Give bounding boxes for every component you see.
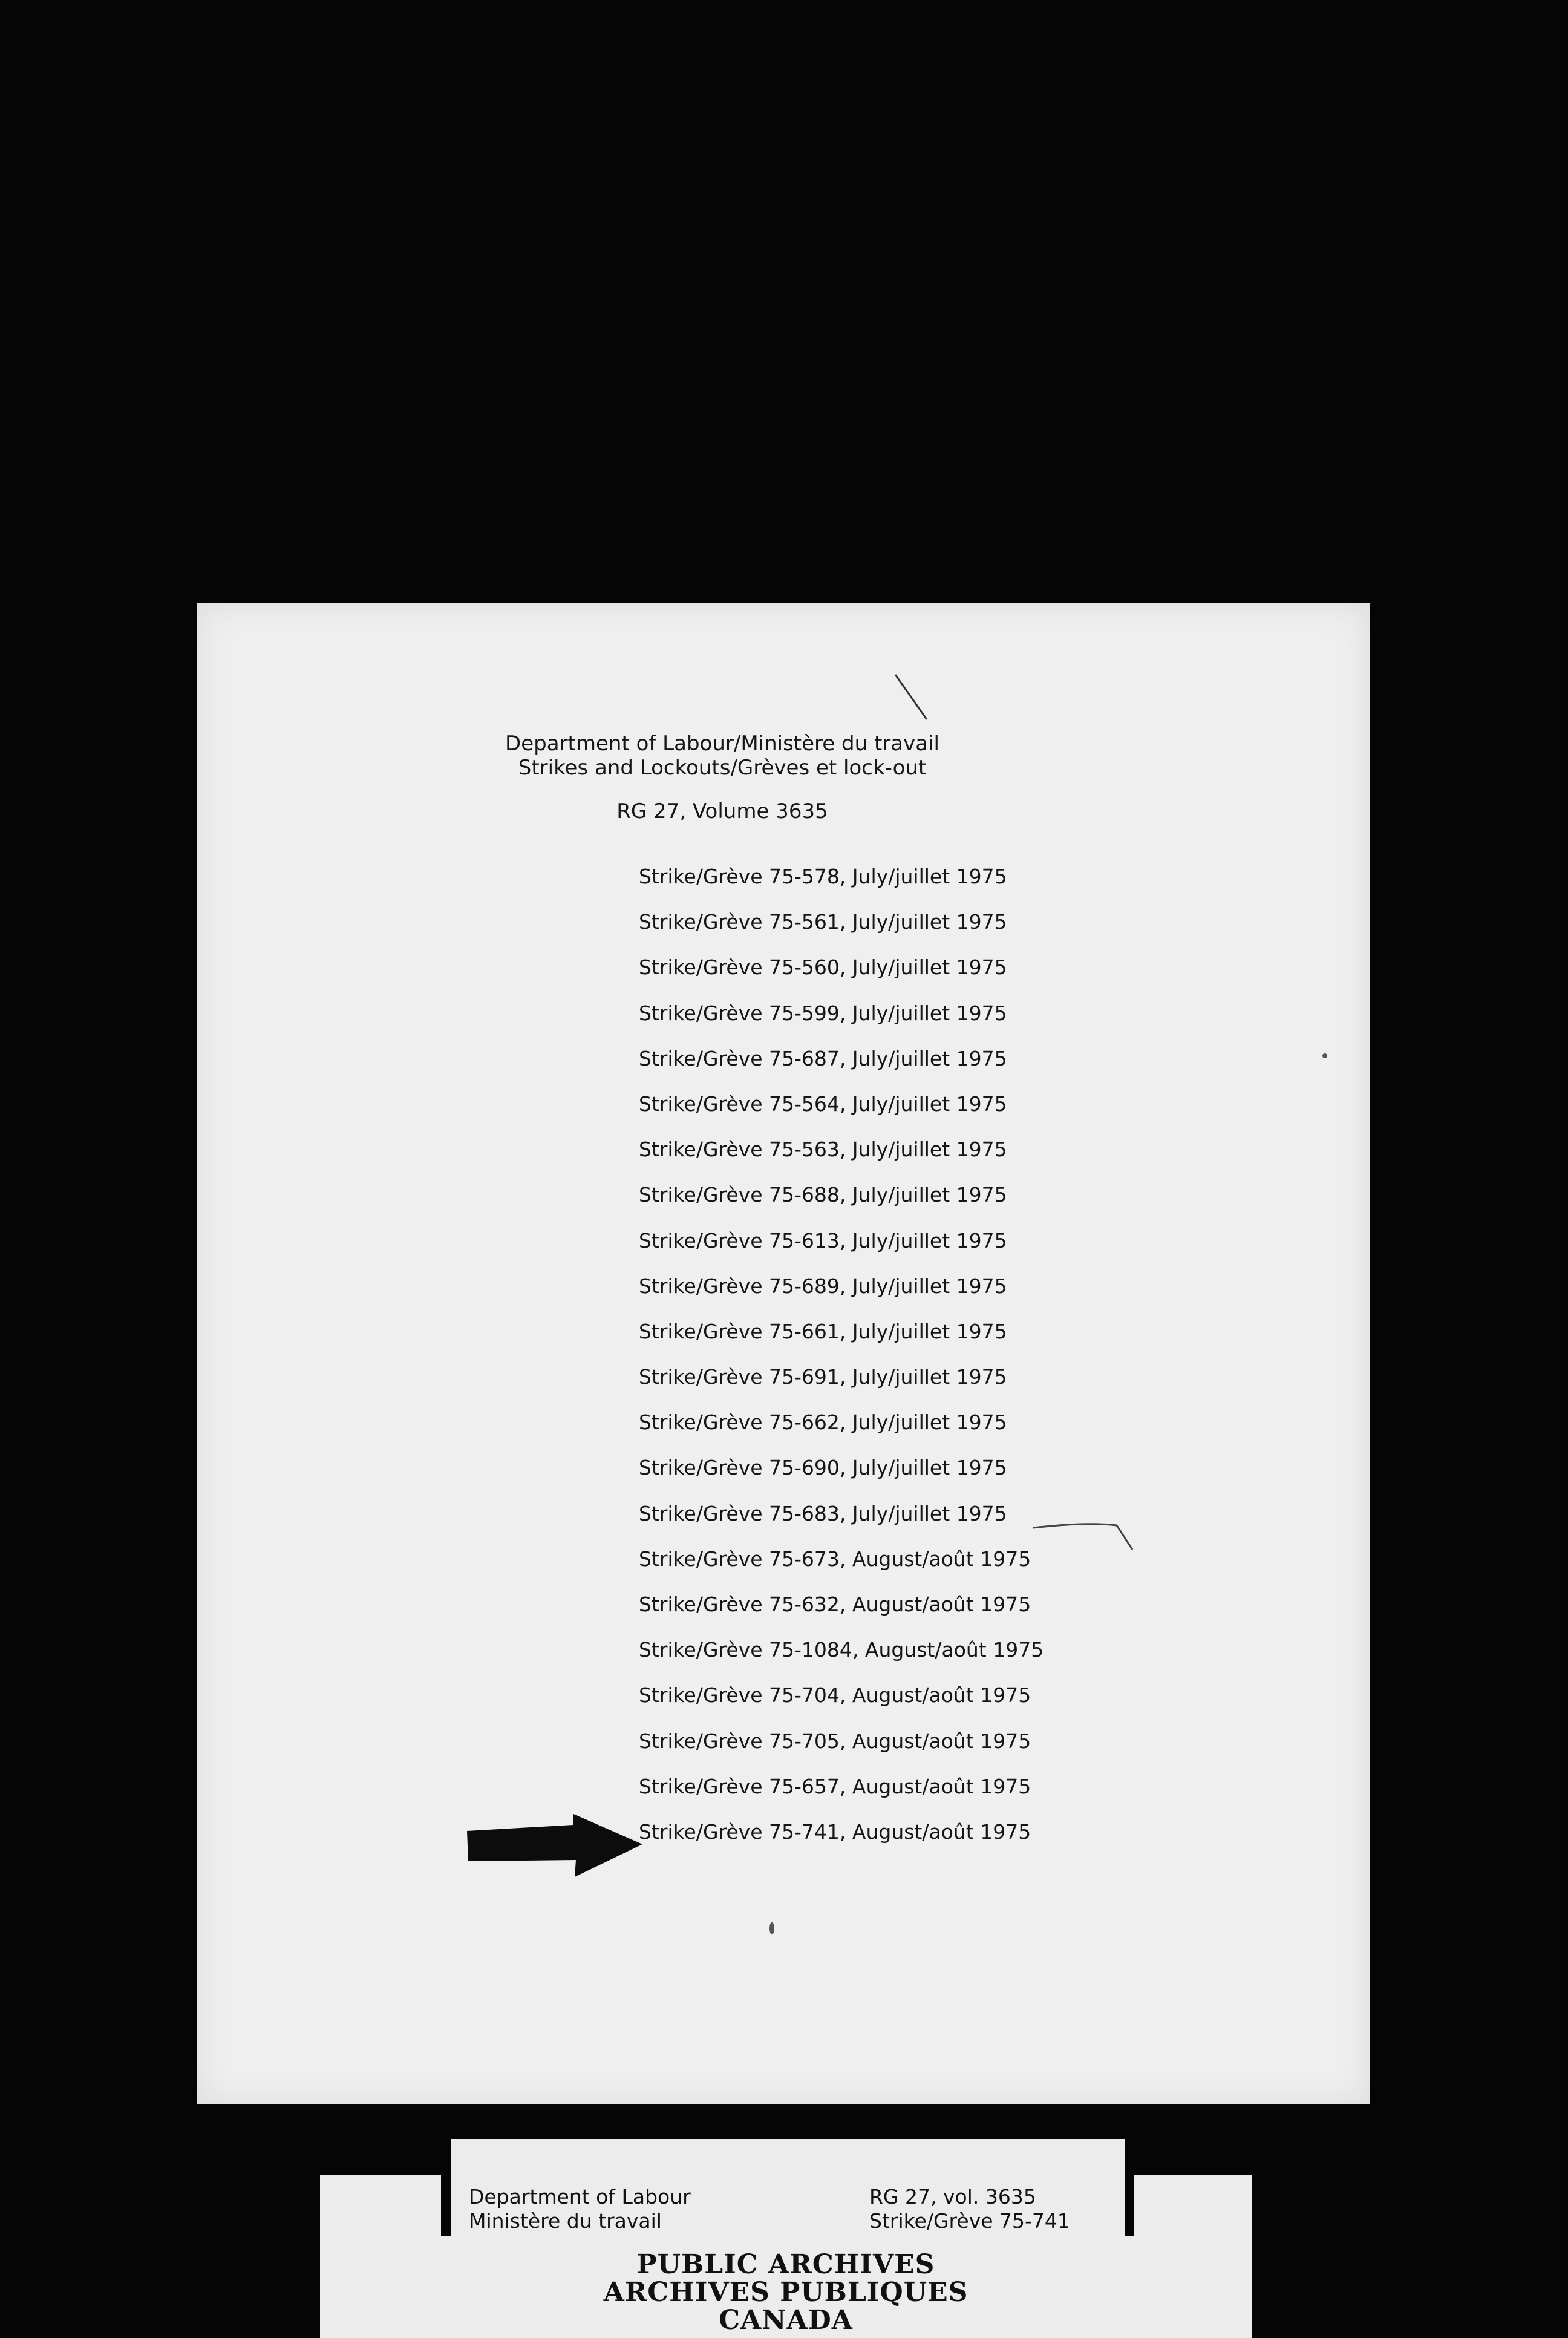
stamp-line: PUBLIC ARCHIVES <box>636 2249 935 2280</box>
strike-entry: Strike/Grève 75-673, August/août 1975 <box>639 1547 1031 1571</box>
strike-entry: Strike/Grève 75-704, August/août 1975 <box>639 1683 1031 1708</box>
stamp-line: CANADA <box>719 2305 853 2336</box>
strike-entry: Strike/Grève 75-578, July/juillet 1975 <box>639 865 1007 888</box>
header-department: Department of Labour/Ministère du travail <box>505 732 939 756</box>
strike-entry: Strike/Grève 75-661, July/juillet 1975 <box>639 1319 1007 1343</box>
strike-entry: Strike/Grève 75-690, July/juillet 1975 <box>639 1456 1007 1480</box>
strike-list <box>639 865 1044 1865</box>
strike-entry: Strike/Grève 75-1084, August/août 1975 <box>639 1638 1044 1662</box>
stamp-line: ARCHIVES PUBLIQUES <box>603 2277 969 2308</box>
strike-entry: Strike/Grève 75-560, July/juillet 1975 <box>639 955 1007 980</box>
header-subject: Strikes and Lockouts/Grèves et lock-out <box>518 756 927 780</box>
label-strike-ref: Strike/Grève 75-741 <box>869 2209 1070 2233</box>
strike-entry: Strike/Grève 75-662, July/juillet 1975 <box>639 1410 1007 1435</box>
strike-entry: Strike/Grève 75-613, July/juillet 1975 <box>639 1228 1007 1252</box>
strike-entry-highlighted: Strike/Grève 75-741, August/août 1975 <box>639 1819 1031 1844</box>
strike-entry: Strike/Grève 75-691, July/juillet 1975 <box>639 1365 1007 1389</box>
label-department-fr: Ministère du travail <box>469 2209 662 2233</box>
strike-entry: Strike/Grève 75-563, July/juillet 1975 <box>639 1138 1007 1162</box>
label-department-en: Department of Labour <box>469 2185 691 2209</box>
label-notch <box>1125 2139 1252 2175</box>
public-archives-stamp <box>574 2251 998 2334</box>
strike-entry: Strike/Grève 75-683, July/juillet 1975 <box>639 1501 1007 1525</box>
strike-entry: Strike/Grève 75-657, August/août 1975 <box>639 1774 1031 1798</box>
scratch-mark <box>1032 1517 1135 1553</box>
header-volume: RG 27, Volume 3635 <box>616 799 828 824</box>
strike-entry: Strike/Grève 75-561, July/juillet 1975 <box>639 910 1007 934</box>
archive-label <box>320 2139 1252 2338</box>
label-volume: RG 27, vol. 3635 <box>869 2185 1036 2209</box>
pointer-arrow-icon <box>467 1814 642 1877</box>
scratch-mark <box>893 673 929 722</box>
strike-entry: Strike/Grève 75-632, August/août 1975 <box>639 1593 1031 1616</box>
document-page <box>197 603 1370 2104</box>
speck <box>1322 1053 1327 1058</box>
strike-entry: Strike/Grève 75-687, July/juillet 1975 <box>639 1046 1007 1070</box>
label-notch <box>320 2139 441 2175</box>
speck <box>769 1922 774 1934</box>
strike-entry: Strike/Grève 75-689, July/juillet 1975 <box>639 1274 1007 1298</box>
label-notch <box>1125 2139 1134 2236</box>
strike-entry: Strike/Grève 75-564, July/juillet 1975 <box>639 1092 1007 1116</box>
strike-entry: Strike/Grève 75-688, July/juillet 1975 <box>639 1183 1007 1207</box>
strike-entry: Strike/Grève 75-599, July/juillet 1975 <box>639 1001 1007 1025</box>
label-notch <box>441 2139 451 2236</box>
strike-entry: Strike/Grève 75-705, August/août 1975 <box>639 1729 1031 1753</box>
